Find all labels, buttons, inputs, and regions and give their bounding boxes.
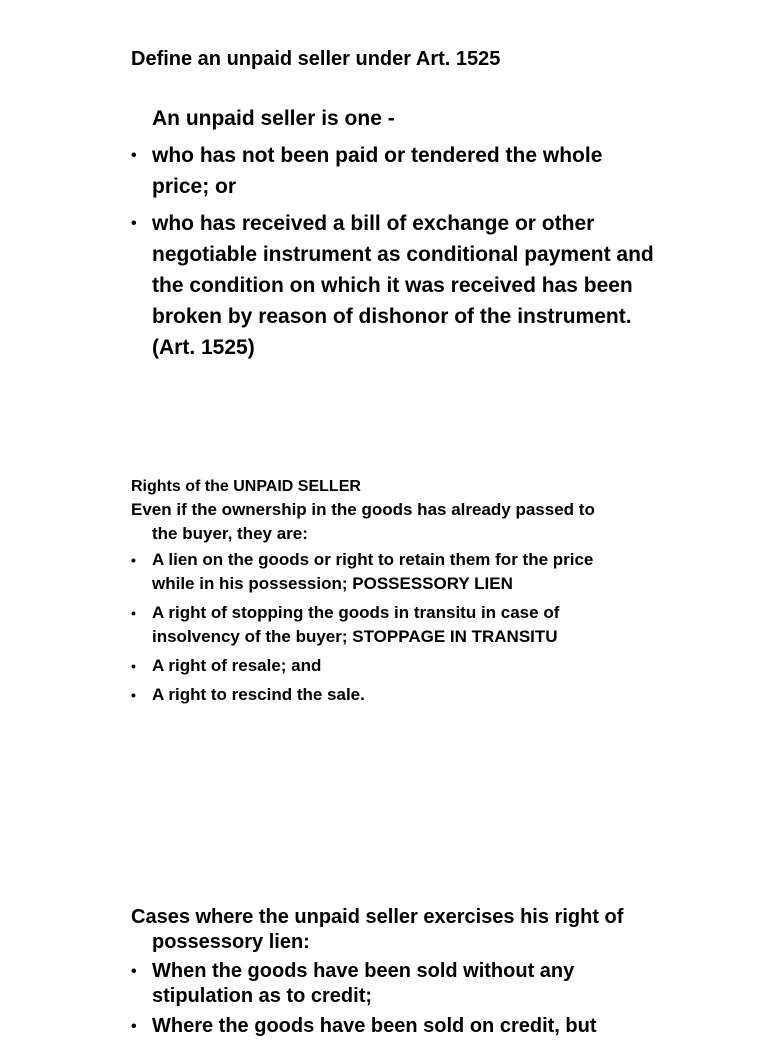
bullet-icon: • (131, 963, 137, 980)
bullet-icon: • (131, 552, 136, 568)
rights-section (131, 475, 691, 712)
section-title: Define an unpaid seller under Art. 1525 (131, 48, 501, 70)
bullet-icon: • (131, 1018, 137, 1035)
list-item-text: who has not been paid or tendered the whole price; or (152, 144, 603, 198)
definition-list (131, 140, 691, 363)
list-item-text: Where the goods have been sold on credit, but (152, 1015, 597, 1037)
list-item (131, 654, 622, 678)
possessory-lien-cases-section (131, 905, 691, 1044)
rights-list (131, 548, 691, 707)
bullet-icon: • (131, 605, 136, 621)
list-item (131, 683, 622, 707)
bullet-icon: • (131, 215, 137, 232)
list-item-text: A right of resale; and (152, 656, 322, 675)
list-item (131, 548, 622, 596)
section-title: Rights of the UNPAID SELLER (131, 478, 361, 495)
list-item (131, 601, 622, 649)
unpaid-seller-definition-section (131, 45, 691, 369)
lead-text: Cases where the unpaid seller exercises his right of possessory lien: (131, 906, 624, 953)
list-item (131, 1014, 652, 1039)
list-item (131, 140, 662, 202)
cases-list (131, 959, 691, 1039)
list-item-text: A right of stopping the goods in transitu in case of insolvency of the buyer; STOPPAGE IN TRANSITU (152, 603, 560, 646)
list-item-text: A right to rescind the sale. (152, 685, 365, 704)
bullet-icon: • (131, 147, 137, 164)
list-item-text: who has received a bill of exchange or other negotiable instrument as conditional payment and the condition on which it was received has been broken by reason of dishonor of the instrument. (Art. 1525) (152, 212, 654, 359)
bullet-icon: • (131, 658, 136, 674)
lead-text: Even if the ownership in the goods has already passed to the buyer, they are: (131, 500, 595, 543)
list-item-text: When the goods have been sold without any stipulation as to credit; (152, 960, 575, 1007)
list-item (131, 208, 662, 363)
bullet-icon: • (131, 687, 136, 703)
intro-text: An unpaid seller is one - (152, 107, 395, 130)
list-item (131, 959, 652, 1009)
list-item-text: A lien on the goods or right to retain them for the price while in his possession; POSSESSORY LIEN (152, 550, 594, 593)
